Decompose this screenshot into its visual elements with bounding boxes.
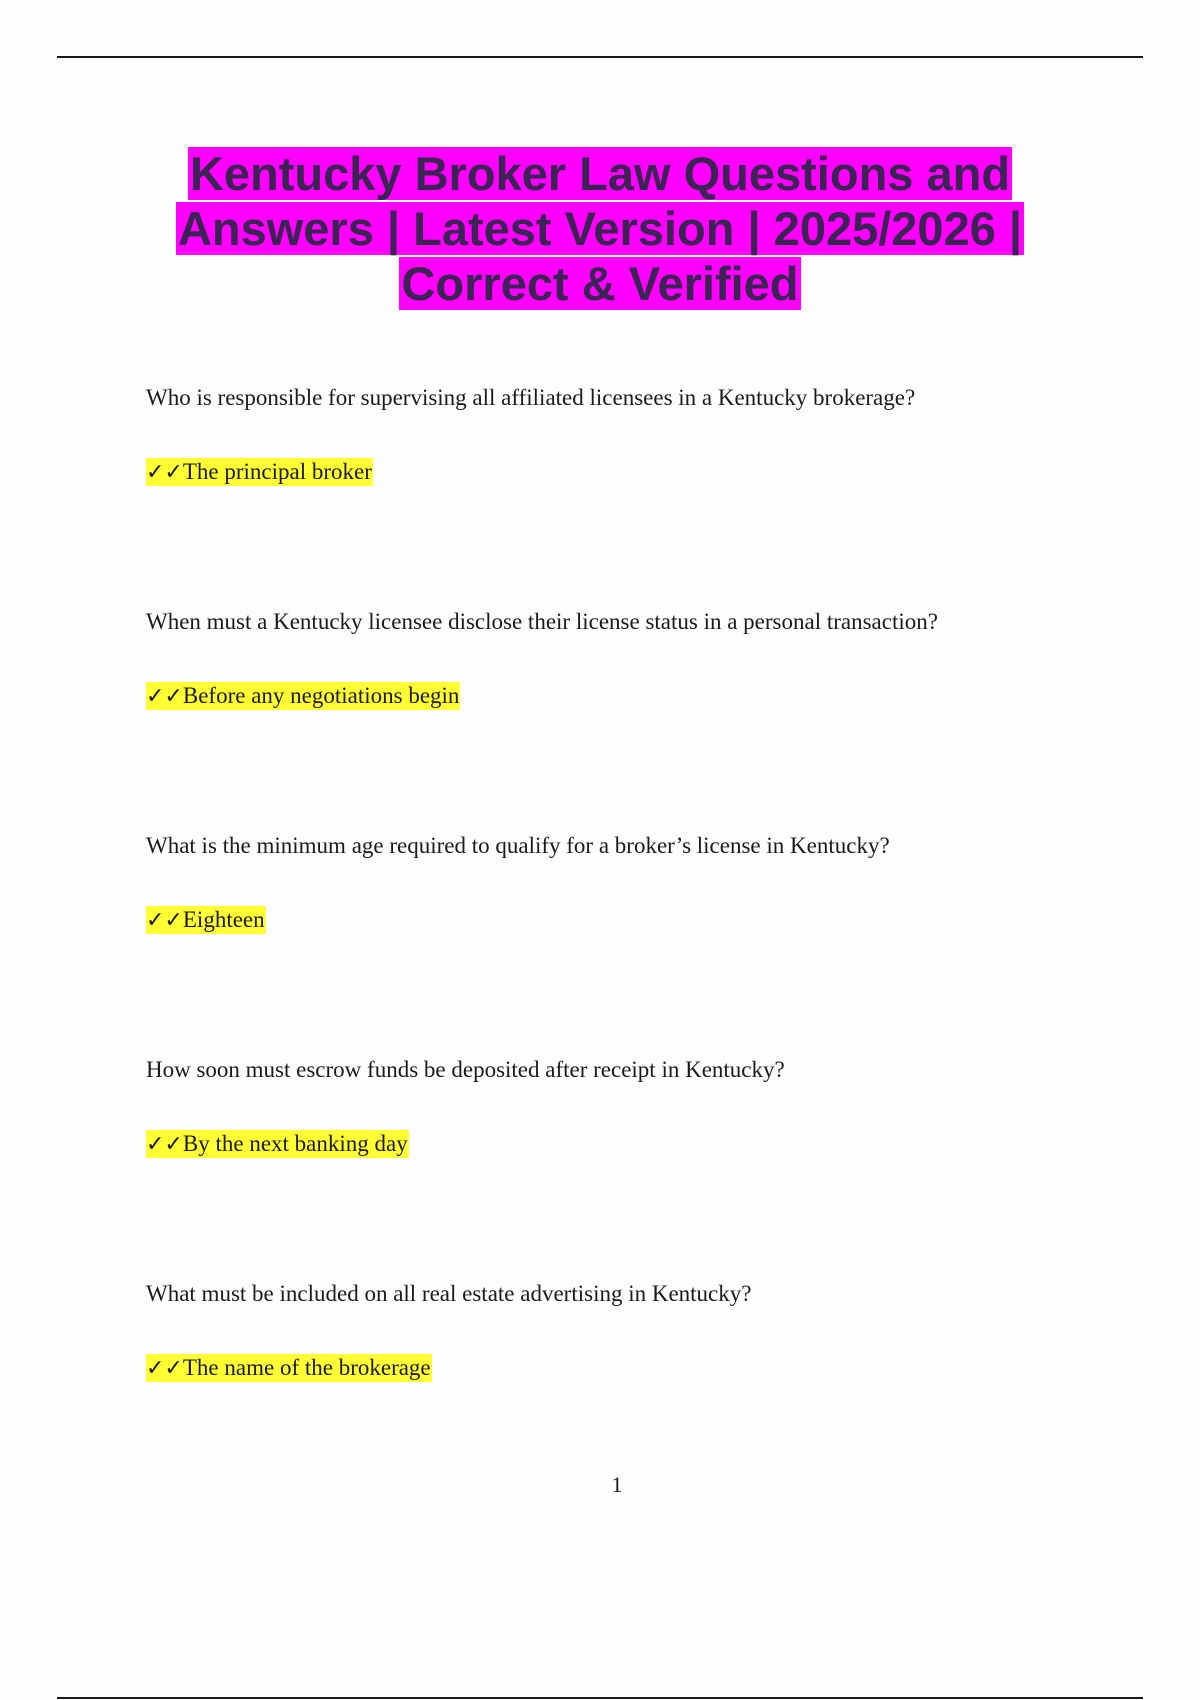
answer: [146, 1354, 1146, 1383]
answer-highlight: [146, 1130, 409, 1158]
document-title: [150, 146, 1050, 311]
title-text: Kentucky Broker Law Questions and Answers | Latest Version | 2025/2026 | Correct & Verified: [177, 147, 1023, 310]
qa-item: [146, 608, 1146, 711]
answer-highlight: [146, 458, 373, 486]
answer: [146, 682, 1146, 711]
question-text: Who is responsible for supervising all affiliated licensees in a Kentucky brokerage?: [146, 385, 916, 410]
check-icon: ✓✓: [146, 1356, 183, 1381]
answer-highlight: [146, 906, 266, 934]
qa-item: [146, 1280, 1146, 1383]
question-text: What is the minimum age required to qualify for a broker’s license in Kentucky?: [146, 833, 890, 858]
answer-text: Before any negotiations begin: [182, 683, 460, 708]
question-text: When must a Kentucky licensee disclose their license status in a personal transaction?: [146, 609, 938, 634]
answer: [146, 1130, 1146, 1159]
qa-item: [146, 832, 1146, 935]
answer-highlight: [146, 1354, 432, 1382]
page-number: 1: [611, 1472, 623, 1497]
question-text: How soon must escrow funds be deposited after receipt in Kentucky?: [146, 1057, 785, 1082]
check-icon: ✓✓: [146, 1132, 183, 1157]
answer-text: By the next banking day: [182, 1131, 408, 1156]
header-rule: [57, 56, 1143, 58]
question-text: What must be included on all real estate advertising in Kentucky?: [146, 1281, 752, 1306]
qa-item: [146, 1056, 1146, 1159]
answer-text: The name of the brokerage: [182, 1355, 431, 1380]
answer: [146, 906, 1146, 935]
answer-text: The principal broker: [182, 459, 372, 484]
check-icon: ✓✓: [146, 908, 183, 933]
check-icon: ✓✓: [146, 684, 183, 709]
answer-text: Eighteen: [182, 907, 265, 932]
footer-rule: [57, 1697, 1143, 1699]
answer: [146, 458, 1146, 487]
qa-item: [146, 384, 1146, 487]
check-icon: ✓✓: [146, 460, 183, 485]
answer-highlight: [146, 682, 460, 710]
